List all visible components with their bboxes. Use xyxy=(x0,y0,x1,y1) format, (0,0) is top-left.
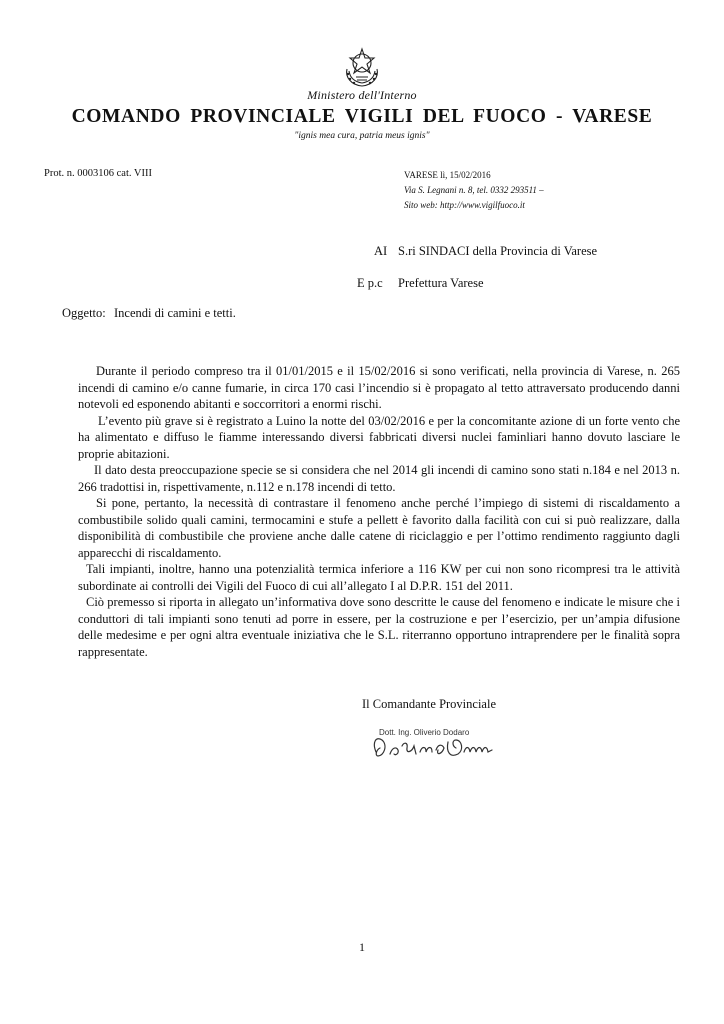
italian-republic-emblem-icon xyxy=(341,45,383,89)
place-date: VARESE lì, 15/02/2016 xyxy=(404,170,491,180)
body-paragraph: Tali impianti, inoltre, hanno una potenzialità termica inferiore a 116 KW per cui non sono ricompresi tra le attività subordinate ai controlli dei Vigili del Fuoco di cui all’allegato I al D.P.R. 151 del 2011. xyxy=(78,562,680,593)
page-number: 1 xyxy=(359,940,365,954)
subject-line xyxy=(62,306,236,321)
office-address: Via S. Legnani n. 8, tel. 0332 293511 – xyxy=(404,185,544,195)
recipient-to xyxy=(374,244,597,259)
subject-label: Oggetto: xyxy=(62,306,106,320)
subject-value: Incendi di camini e tetti. xyxy=(114,306,236,320)
body-paragraph: Si pone, pertanto, la necessità di contrastare il fenomeno anche perché l’impiego di sistemi di riscaldamento a combustibile solido quali camini, termocamini e stufe a pellett è favorito dalla facilità con cui si può realizzare, dalla disponibilità di combustibile che proviene anche dalle catene di riciclaggio e per l’ottimo rendimento raggiunto dagli apparecchi di riscaldamento. xyxy=(78,496,680,560)
letter-body xyxy=(78,363,680,660)
body-paragraph: L’evento più grave si è registrato a Luino la notte del 03/02/2016 e per la concomitante azione di un forte vento che ha alimentato e diffuso le fiamme interessando diversi fabbricati diversi nuclei faminliari hanno dovuto lasciare le proprie abitazioni. xyxy=(78,413,680,461)
organization-motto: "ignis mea cura, patria meus ignis" xyxy=(294,131,430,141)
recipient-cc-label: E p.c xyxy=(357,276,383,290)
signer-title: Il Comandante Provinciale xyxy=(362,697,496,711)
office-website: Sito web: http://www.vigilfuoco.it xyxy=(404,200,525,210)
recipient-to-label: AI xyxy=(374,244,388,258)
body-paragraph: Il dato desta preoccupazione specie se si considera che nel 2014 gli incendi di camino sono stati n.184 e nel 2013 n. 266 tradottisi in, rispettivamente, n.112 e n.178 incendi di tetto. xyxy=(78,463,680,494)
protocol-number: Prot. n. 0003106 cat. VIII xyxy=(44,168,152,179)
recipient-cc xyxy=(357,276,484,291)
handwritten-signature-icon xyxy=(368,712,508,762)
body-paragraph: Durante il periodo compreso tra il 01/01/2015 e il 15/02/2016 si sono verificati, nella provincia di Varese, n. 265 incendi di camino e/o canne fumarie, in circa 170 casi l’incendio si è propagato al tetto attraversato producendo danni notevoli ed esponendo abitanti e soccorritori a enormi rischi. xyxy=(78,364,680,411)
place-date-block xyxy=(404,168,544,213)
recipient-cc-value: Prefettura Varese xyxy=(398,276,484,290)
organization-title: COMANDO PROVINCIALE VIGILI DEL FUOCO - VARESE xyxy=(71,106,653,127)
ministry-name: Ministero dell'Interno xyxy=(307,88,417,102)
body-paragraph: Ciò premesso si riporta in allegato un’informativa dove sono descritte le cause del fenomeno e indicate le misure che i conduttori di tali impianti sono tenuti ad porre in essere, per la costruzione e per l’esercizio, per un’ampia difusione delle medesime e per ogni altra eventuale iniziativa che le S.L. riterranno opportuno intraprendere per le finalità sopra rappresentate. xyxy=(78,595,680,659)
recipient-to-value: S.ri SINDACI della Provincia di Varese xyxy=(398,244,598,258)
signer-name: Dott. Ing. Oliverio Dodaro xyxy=(379,728,470,737)
